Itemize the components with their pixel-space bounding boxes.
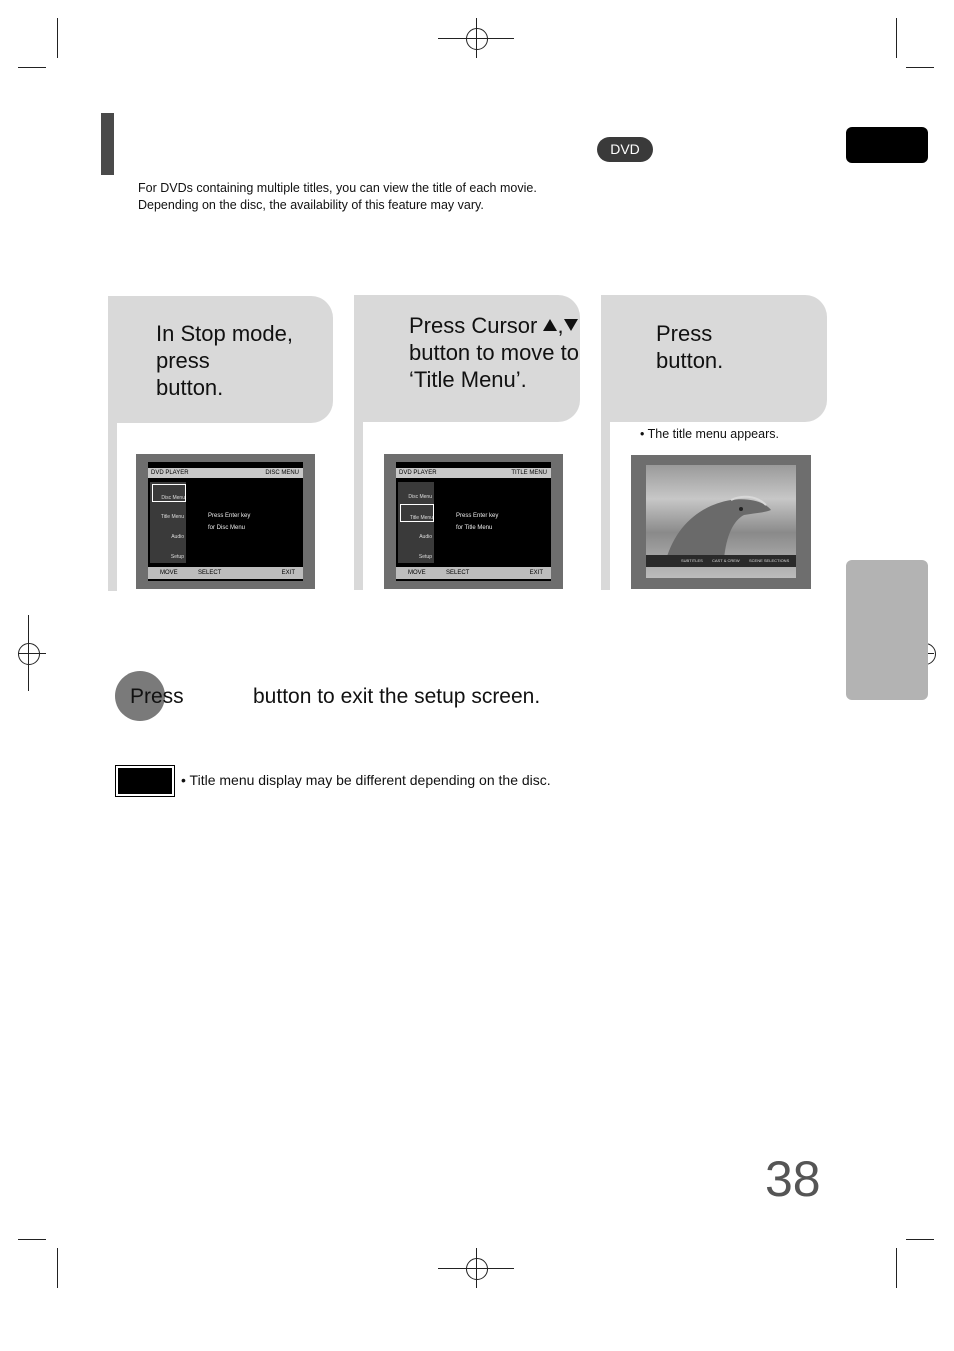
- osd-select: SELECT: [446, 570, 470, 576]
- osd-header: [396, 468, 551, 478]
- registration-mark: [466, 28, 488, 50]
- exit-instruction: button to exit the setup screen.: [253, 685, 541, 708]
- step-3-stem: [601, 422, 610, 590]
- step-2-text: [409, 312, 579, 393]
- crop-mark: [906, 1239, 934, 1240]
- crop-mark: [57, 18, 58, 58]
- osd-menu-name: DISC MENU: [265, 470, 299, 476]
- dolphin-menu-item: SUBTITLES: [681, 558, 703, 563]
- dolphin-screen: [631, 455, 811, 589]
- side-tab: [846, 560, 928, 700]
- step-3-text: [656, 320, 723, 374]
- step-line: button to move to: [409, 340, 579, 365]
- registration-mark: [18, 653, 46, 654]
- step-line-part: Press Cursor: [409, 313, 538, 338]
- title-menu-note: • The title menu appears.: [640, 427, 779, 441]
- intro-text: [138, 180, 537, 214]
- osd-move: MOVE: [408, 570, 426, 576]
- crop-mark: [18, 67, 46, 68]
- osd-item: Title Menu: [160, 514, 184, 520]
- osd-header: [148, 468, 303, 478]
- note-text: • Title menu display may be different depending on the disc.: [181, 772, 551, 788]
- osd-message-line: Press Enter key: [456, 513, 499, 519]
- dolphin-menu-item: SCENE SELECTIONS: [749, 558, 790, 563]
- note-icon: [115, 765, 175, 797]
- osd-message-line: for Title Menu: [456, 525, 493, 531]
- down-arrow-icon: [564, 319, 578, 331]
- crop-mark: [906, 67, 934, 68]
- dolphin-menu-bar: [646, 555, 796, 567]
- osd-footer: [148, 567, 303, 579]
- osd-move: MOVE: [160, 570, 178, 576]
- step-1-text: [156, 320, 293, 401]
- osd-message: [456, 510, 498, 534]
- crop-mark: [896, 18, 897, 58]
- registration-mark: [476, 1248, 477, 1288]
- step-line-part: ,: [557, 313, 564, 338]
- osd-item: Disc Menu: [408, 494, 432, 500]
- screen-inner: [396, 462, 551, 581]
- note-icon-fill: [118, 768, 172, 794]
- osd-title: DVD PLAYER: [399, 470, 437, 476]
- step-line: ‘Title Menu’.: [409, 367, 527, 392]
- osd-select: SELECT: [198, 570, 222, 576]
- step-line: [409, 312, 579, 339]
- title-menu-note-text: The title menu appears.: [647, 427, 779, 441]
- osd-menu-name: TITLE MENU: [511, 470, 547, 476]
- osd-exit: EXIT: [529, 570, 543, 576]
- title-bar: [101, 113, 114, 175]
- page-number: 38: [765, 1151, 821, 1207]
- step-line: press: [156, 348, 210, 373]
- osd-message-line: Press Enter key: [208, 513, 251, 519]
- dvd-badge: DVD: [597, 137, 653, 162]
- note-text-body: Title menu display may be different depending on the disc.: [189, 772, 551, 788]
- disc-menu-screen: [136, 454, 315, 589]
- dolphin-menu-item: CAST & CREW: [712, 558, 740, 563]
- osd-message: [208, 510, 250, 534]
- registration-mark: [18, 643, 40, 665]
- step-line: button.: [656, 348, 724, 373]
- step-2-stem: [354, 422, 363, 590]
- step-line: In Stop mode,: [156, 321, 293, 346]
- crop-mark: [57, 1248, 58, 1288]
- osd-item: Disc Menu: [152, 484, 186, 502]
- osd-title: DVD PLAYER: [151, 470, 189, 476]
- osd-footer: [396, 567, 551, 579]
- osd-item: Audio: [419, 534, 432, 540]
- step-1-stem: [108, 423, 117, 591]
- step-line: button.: [156, 375, 224, 400]
- crop-mark: [896, 1248, 897, 1288]
- press-label: Press: [130, 685, 184, 708]
- osd-item: Title Menu: [400, 504, 434, 522]
- title-menu-screen: [384, 454, 563, 589]
- chapter-tab: [846, 127, 928, 163]
- up-arrow-icon: [543, 319, 557, 331]
- osd-item: Setup: [418, 554, 432, 560]
- registration-mark: [476, 18, 477, 58]
- osd-sidebar: [150, 482, 186, 563]
- osd-exit: EXIT: [281, 570, 295, 576]
- crop-mark: [18, 1239, 46, 1240]
- intro-line: For DVDs containing multiple titles, you can view the title of each movie.: [138, 181, 537, 195]
- registration-mark: [466, 1258, 488, 1280]
- osd-sidebar: [398, 482, 434, 563]
- step-line: Press: [656, 321, 713, 346]
- osd-message-line: for Disc Menu: [208, 525, 246, 531]
- screen-inner: [148, 462, 303, 581]
- osd-item: Audio: [171, 534, 184, 540]
- intro-line: Depending on the disc, the availability of this feature may vary.: [138, 198, 484, 212]
- osd-item: Setup: [170, 554, 184, 560]
